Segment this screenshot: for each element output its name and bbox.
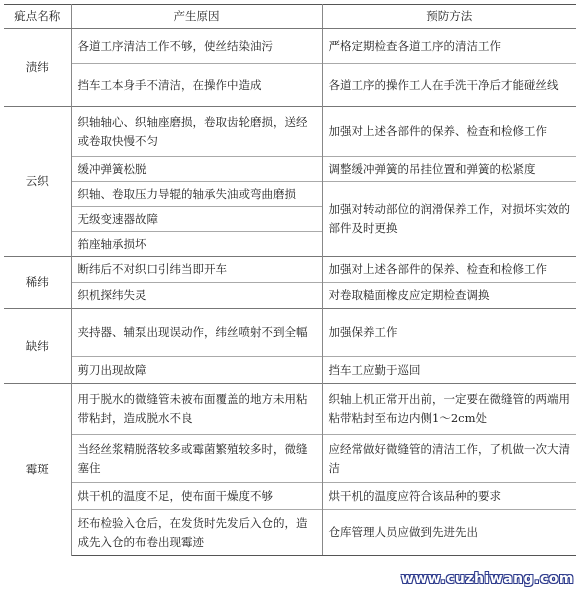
- header-row: [4, 5, 576, 29]
- table-row: [4, 257, 576, 283]
- prevention-cell: 仓库管理人员应做到先进先出: [322, 510, 576, 556]
- prevention-cell: 各道工序的操作工人在手洗干净后才能碰丝线: [322, 64, 576, 107]
- table-row: [4, 357, 576, 384]
- defect-table: [4, 4, 576, 556]
- cause-cell: 无级变速器故障: [71, 207, 322, 232]
- prevention-cell: 烘干机的温度应符合该品种的要求: [322, 483, 576, 510]
- cause-cell: 各道工序清洁工作不够，使丝结染油污: [71, 29, 322, 64]
- table-row: [4, 64, 576, 107]
- table-row: [4, 29, 576, 64]
- cause-cell: 筘座轴承损坏: [71, 232, 322, 257]
- prevention-cell: 挡车工应勤于巡回: [322, 357, 576, 384]
- prevention-cell: 对卷取糙面橡皮应定期检查调换: [322, 283, 576, 309]
- prevention-cell: 加强对转动部位的润滑保养工作，对损坏实效的部件及时更换: [322, 182, 576, 257]
- cause-cell: 用于脱水的微缝管未被布面覆盖的地方未用粘带粘封，造成脱水不良: [71, 384, 322, 435]
- header-prevention: 预防方法: [322, 5, 576, 29]
- site-watermark: www.cuzhiwang.com: [400, 571, 574, 587]
- cause-cell: 夹持器、辅泵出现误动作，纬丝喷射不到全幅: [71, 309, 322, 357]
- header-defect-name: 疵点名称: [4, 5, 71, 29]
- prevention-cell: 应经常做好微缝管的清洁工作，了机做一次大清洁: [322, 435, 576, 483]
- cause-cell: 织轴、卷取压力导辊的轴承失油或弯曲磨损: [71, 182, 322, 207]
- defect-name: 稀纬: [4, 257, 71, 309]
- table-row: [4, 309, 576, 357]
- cause-cell: 挡车工本身手不清洁，在操作中造成: [71, 64, 322, 107]
- table-row: [4, 384, 576, 435]
- cause-cell: 断纬后不对织口引纬当即开车: [71, 257, 322, 283]
- table-row: [4, 435, 576, 483]
- cause-cell: 当经丝浆精脱落较多或霉菌繁殖较多时，微缝塞住: [71, 435, 322, 483]
- defect-name: 缺纬: [4, 309, 71, 384]
- table-row: [4, 283, 576, 309]
- header-cause: 产生原因: [71, 5, 322, 29]
- table-row: [4, 157, 576, 182]
- cause-cell: 烘干机的温度不足，使布面干燥度不够: [71, 483, 322, 510]
- prevention-cell: 加强对上述各部件的保养、检查和检修工作: [322, 257, 576, 283]
- defect-name: 渍纬: [4, 29, 71, 107]
- cause-cell: 织机探纬失灵: [71, 283, 322, 309]
- table-row: [4, 107, 576, 157]
- prevention-cell: 调整缓冲弹簧的吊挂位置和弹簧的松紧度: [322, 157, 576, 182]
- cause-cell: 缓冲弹簧松脱: [71, 157, 322, 182]
- prevention-cell: 加强保养工作: [322, 309, 576, 357]
- table-row: [4, 510, 576, 556]
- cause-cell: 剪刀出现故障: [71, 357, 322, 384]
- prevention-cell: 严格定期检查各道工序的清洁工作: [322, 29, 576, 64]
- defect-name: 云织: [4, 107, 71, 257]
- prevention-cell: 加强对上述各部件的保养、检查和检修工作: [322, 107, 576, 157]
- prevention-cell: 织轴上机正常开出前，一定要在微缝管的两端用粘带粘封至布边内侧1～2cm处: [322, 384, 576, 435]
- cause-cell: 织轴轴心、织轴座磨损，卷取齿轮磨损，送经或卷取快慢不匀: [71, 107, 322, 157]
- table-row: [4, 182, 576, 207]
- table-row: [4, 483, 576, 510]
- defect-name: 霉斑: [4, 384, 71, 556]
- cause-cell: 坯布检验入仓后，在发货时先发后入仓的，造成先入仓的布卷出现霉迹: [71, 510, 322, 556]
